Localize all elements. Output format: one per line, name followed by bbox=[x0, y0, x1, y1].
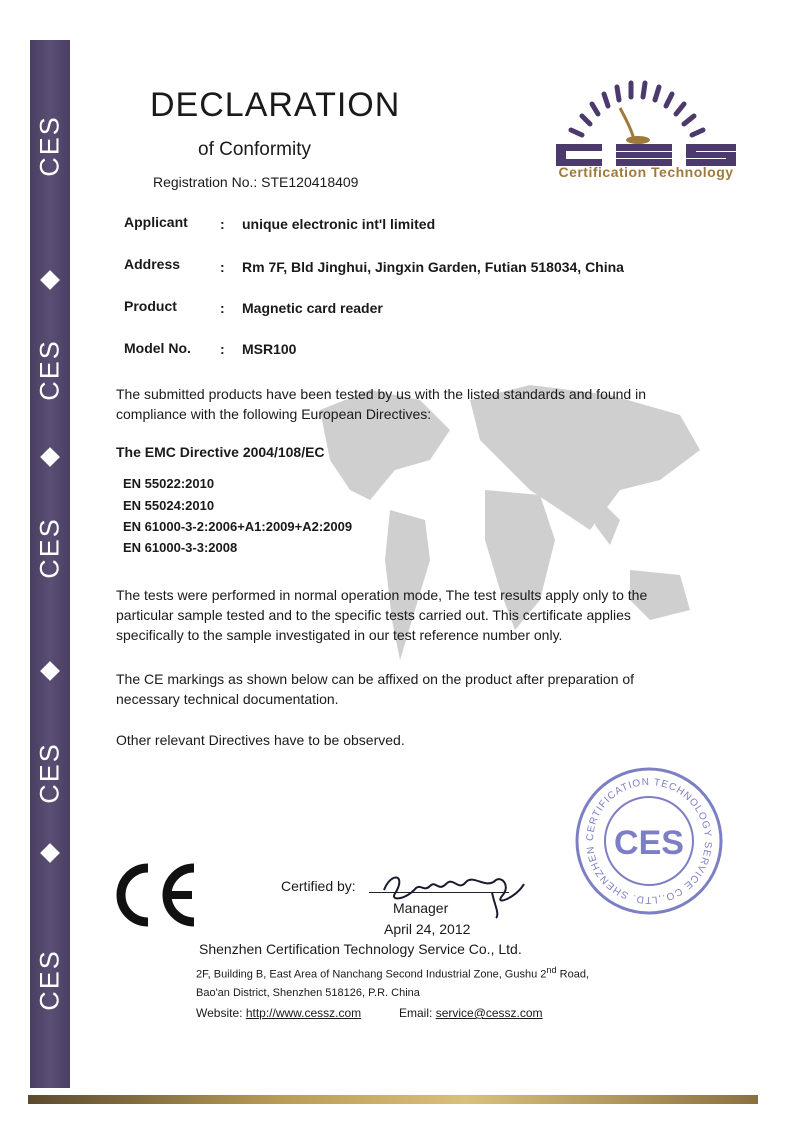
product-label: Product bbox=[124, 298, 177, 314]
address-label: Address bbox=[124, 256, 181, 272]
email-label: Email: bbox=[399, 1006, 433, 1020]
diamond-icon bbox=[40, 661, 60, 681]
intro-line: compliance with the following European Directives: bbox=[116, 406, 432, 422]
tests-line: particular sample tested and to the specific tests carried out. This certificate applies bbox=[116, 607, 631, 623]
company-seal-icon bbox=[574, 766, 724, 916]
seal-ring-text: CERTIFICATION TECHNOLOGY SERVICE CO.,LTD. SHENZHEN bbox=[584, 776, 714, 906]
registration-number: Registration No.: STE120418409 bbox=[153, 174, 359, 190]
website-label: Website: bbox=[196, 1006, 243, 1020]
tests-paragraph bbox=[116, 585, 696, 645]
tests-line: specifically to the sample investigated in our test reference number only. bbox=[116, 627, 563, 643]
company-address-line bbox=[196, 965, 589, 981]
diamond-icon bbox=[40, 843, 60, 863]
company-name: Shenzhen Certification Technology Service Co., Ltd. bbox=[199, 941, 522, 957]
standard-item: EN 55022:2010 bbox=[123, 476, 215, 491]
diamond-icon bbox=[40, 270, 60, 290]
ce-line: necessary technical documentation. bbox=[116, 691, 339, 707]
diamond-icon bbox=[40, 447, 60, 467]
product-colon: : bbox=[220, 300, 225, 316]
bottom-border bbox=[28, 1095, 758, 1104]
address-text-end: Road, bbox=[556, 968, 589, 981]
address-value: Rm 7F, Bld Jinghui, Jingxin Garden, Futian 518034, China bbox=[242, 259, 624, 275]
side-label-ces: CES bbox=[34, 115, 65, 177]
standard-item: EN 55024:2010 bbox=[123, 498, 215, 513]
signer-role: Manager bbox=[393, 900, 449, 916]
website-row bbox=[196, 1006, 361, 1020]
email-link[interactable]: service@cessz.com bbox=[435, 1006, 543, 1020]
certified-by-label: Certified by: bbox=[281, 878, 356, 894]
standard-item: EN 61000-3-3:2008 bbox=[123, 540, 238, 555]
product-value: Magnetic card reader bbox=[242, 300, 383, 316]
ce-mark-icon bbox=[108, 862, 200, 928]
tests-line: The tests were performed in normal operation mode, The test results apply only to the bbox=[116, 587, 648, 603]
intro-line: The submitted products have been tested by us with the listed standards and found in bbox=[116, 386, 646, 402]
applicant-value: unique electronic int'l limited bbox=[242, 216, 436, 232]
standard-item: EN 61000-3-2:2006+A1:2009+A2:2009 bbox=[123, 519, 353, 534]
website-link[interactable]: http://www.cessz.com bbox=[245, 1006, 362, 1020]
seal-center-text: CES bbox=[614, 824, 684, 862]
address-colon: : bbox=[220, 259, 225, 275]
side-band bbox=[30, 40, 70, 1088]
ce-line: The CE markings as shown below can be affixed on the product after preparation of bbox=[116, 671, 635, 687]
model-colon: : bbox=[220, 341, 225, 357]
address-superscript: nd bbox=[546, 965, 557, 975]
address-text: 2F, Building B, East Area of Nanchang Second Industrial Zone, Gushu 2 bbox=[196, 968, 547, 981]
intro-paragraph bbox=[116, 384, 696, 424]
applicant-colon: : bbox=[220, 216, 225, 232]
company-address-line: Bao'an District, Shenzhen 518126, P.R. China bbox=[196, 987, 420, 999]
page-subtitle: of Conformity bbox=[198, 139, 311, 160]
page-title: DECLARATION bbox=[150, 86, 401, 124]
model-value: MSR100 bbox=[242, 341, 297, 357]
directive-title: The EMC Directive 2004/108/EC bbox=[116, 444, 325, 460]
email-row bbox=[399, 1006, 543, 1020]
logo-caption: Certification Technology bbox=[558, 164, 734, 180]
side-label-ces: CES bbox=[34, 339, 65, 401]
side-label-ces: CES bbox=[34, 517, 65, 579]
ce-paragraph bbox=[116, 669, 696, 709]
side-label-ces: CES bbox=[34, 742, 65, 804]
model-label: Model No. bbox=[124, 340, 191, 356]
side-label-ces: CES bbox=[34, 949, 65, 1011]
applicant-label: Applicant bbox=[124, 214, 188, 230]
other-directives: Other relevant Directives have to be observed. bbox=[116, 732, 405, 748]
issue-date: April 24, 2012 bbox=[384, 921, 471, 937]
